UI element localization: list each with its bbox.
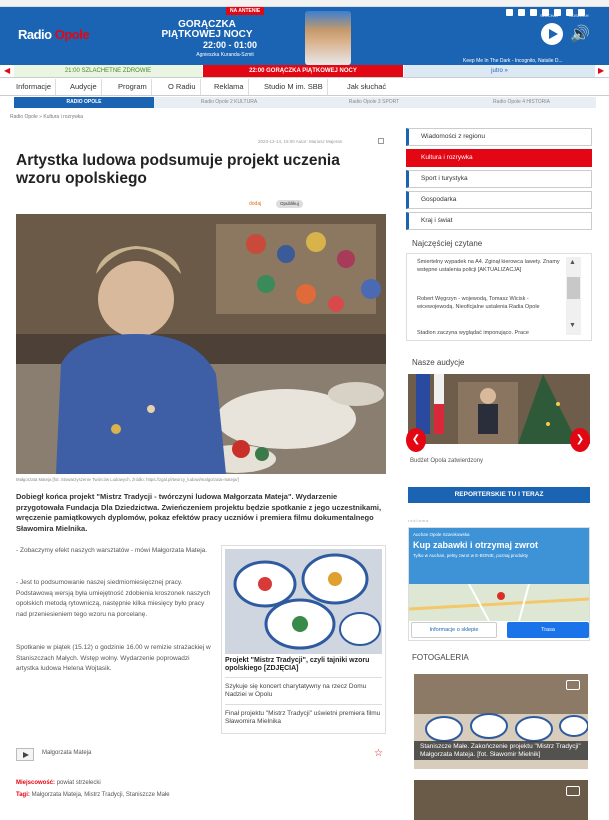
ad-buttons [411,622,589,639]
nav-item-o-radiu[interactable]: O Radiu [164,79,201,95]
related-articles-box [221,545,386,734]
popular-item[interactable]: Śmiertelny wypadek na A4. Zginął kierowca lawety. Znamy wstępne ustalenia policji [AKTUALIZACJA] [417,259,560,273]
top-utility-strip [0,0,609,7]
ad-headline: Kup zabawki i otrzymaj zwrot [413,540,539,550]
current-show-host: Agnieszka Kuranda-Szmit [196,52,254,58]
article-paragraph: - Zobaczymy efekt naszych warsztatów - mówi Małgorzata Mateja. [16,547,208,554]
now-playing: Keep Me In The Dark - Incognito, Natalie D... [463,58,563,64]
station-tab-radio-opole[interactable]: RADIO OPOLE [14,97,154,108]
audio-play-button[interactable] [16,748,34,761]
station-tab-historia[interactable]: Radio Opole 4 HISTORIA [493,99,550,105]
sidebar-category-kraj[interactable]: Kraj i świat [406,212,592,230]
audio-player [16,748,386,762]
sidebar-category-kultura[interactable]: Kultura i rozrywka [406,149,592,167]
camera-icon [566,786,580,796]
audycje-heading: Nasze audycje [412,358,465,367]
audio-title: Małgorzata Mateja [42,750,92,756]
listen-label: SŁUCHAJ [540,13,559,18]
schedule-prev-arrow-icon[interactable]: ◀ [4,66,11,75]
audycje-caption[interactable]: Budżet Opola zatwierdzony [410,458,484,464]
ad-label: reklama [408,518,430,523]
station-tabs [14,97,596,108]
on-air-badge: NA ANTENIE [226,7,264,15]
scroll-thumb[interactable] [567,277,580,299]
nav-item-reklama[interactable]: Reklama [210,79,249,95]
article-lead: Dobiegł końca projekt "Mistrz Tradycji - twórczyni ludowa Małgorzata Mateja". Wydarzenie przygotowała Fundacja Dla Dziedzictwa. Zwieńczeniem projektu będzie spotkanie z jego uczestnikami, wręczenie pamiątkowych dyplomów, pokaz efektów pracy uczniów i premiera filmu dokumentalnego Sławomira Mielnika. [16,492,382,533]
article-main-photo[interactable] [16,214,386,474]
facebook-icon[interactable] [506,9,513,16]
nav-item-studio-m[interactable]: Studio M im. SBB [260,79,328,95]
sidebar-category-gospodarka[interactable]: Gospodarka [406,191,592,209]
social-share-button[interactable]: Opublikuj [276,200,303,208]
site-header [0,7,609,65]
main-nav [0,79,609,96]
photo-caption: Małgorzata Mateja [fot. Stowarzyszenie Twórców Ludowych, źródło: https://zgal.pl/tworcy_ludowi/malgorzata-mateja/] [16,477,239,482]
gallery-heading: FOTOGALERIA [412,653,469,662]
ad-subtext: Tylko w Auchan, pełny zwrot w E-BONIE, poznaj produkty [413,553,529,558]
article-tags: Tagi: Małgorzata Mateja, Mistrz Tradycji, Staniszcze Małe [16,792,170,798]
store-info-button[interactable]: Informacje o sklepie [411,622,497,638]
ad-banner[interactable] [409,528,589,584]
article-location: Miejscowość: powiat strzelecki [16,780,101,786]
nav-item-audycje[interactable]: Audycje [66,79,102,95]
host-photo [305,11,351,65]
audycje-illustration [408,374,590,444]
related-article-link[interactable]: Finał projektu "Mistrz Tradycji" uświetni premiera filmu Sławomira Mielnika [225,710,381,725]
favorite-star-icon[interactable]: ☆ [374,748,383,759]
camera-icon [566,680,580,690]
related-article-image[interactable] [225,549,382,654]
volume-icon[interactable]: 🔊 [570,26,590,43]
schedule-current-show[interactable]: 22:00 GORĄCZKA PIĄTKOWEJ NOCY [203,65,403,77]
scroll-down-icon[interactable]: ▼ [569,322,576,329]
carousel-prev-icon[interactable]: ❮ [406,428,426,452]
instagram-icon[interactable] [530,9,537,16]
schedule-bar [0,65,609,78]
twitter-icon[interactable] [518,9,525,16]
gallery-caption[interactable]: Staniszcze Małe. Zakończenie projektu "Mistrz Tradycji" Małgorzata Mateja. [fot. Sławomir Mielnik] [414,741,588,760]
current-show-time: 22:00 - 01:00 [202,40,258,50]
ad-map[interactable] [409,584,589,621]
ad-map-illustration [409,584,589,621]
advertisement[interactable] [408,527,590,641]
nav-item-program[interactable]: Program [114,79,152,95]
popular-heading: Najczęściej czytane [412,239,483,248]
play-icon[interactable] [541,23,563,45]
popular-list [406,253,592,341]
related-article-link[interactable]: Szykuje się koncert charytatywny na rzecz Domu Nadziei w Opolu [225,678,382,705]
related-article-main-link[interactable]: Projekt "Mistrz Tradycji", czyli tajniki wzoru opolskiego [ZDJĘCIA] [225,654,382,678]
sidebar-category-wiadomosci[interactable]: Wiadomości z regionu [406,128,592,146]
sidebar-categories [406,128,592,233]
gallery-image[interactable] [414,780,588,820]
article-meta: 2023-12-14, 15:00 Autor: Mariusz Majeran [258,139,343,144]
scroll-up-icon[interactable]: ▲ [569,259,576,266]
carousel-next-icon[interactable]: ❯ [570,428,590,452]
tags-links[interactable]: Małgorzata Mateja, Mistrz Tradycji, Staniszcze Małe [31,792,170,798]
popular-item[interactable]: Robert Węgrzyn - wojewodą, Tomasz Wicisk - wicewojewodą. Nieoficjalne ustalenia Radia Opole [417,296,540,310]
station-tab-kultura[interactable]: Radio Opole 2 KULTURA [200,99,258,105]
site-logo[interactable]: Radio Opole [18,27,90,42]
listen2-label: ODSŁUCH [569,13,589,18]
audycje-image[interactable] [408,374,590,444]
nav-item-jak-sluchac[interactable]: Jak słuchać [347,82,387,91]
share-button[interactable]: dodaj [249,201,262,207]
article-paragraph: - Jest to podsumowanie naszej siedmiomiesięcznej pracy. Podstawową wersją była umiejętność zdobienia kroszonek naszych opolskich metodą rytowniczą, następnie kilka miesięcy było pracy nad przeniesieniem tego wzoru na porcelanę. [16,579,211,618]
popular-scrollbar[interactable] [566,257,581,335]
schedule-next-arrow-icon[interactable]: ▶ [598,66,605,75]
station-tab-sport[interactable]: Radio Opole 3 SPORT [348,99,400,105]
print-icon[interactable] [378,138,384,144]
nav-item-informacje[interactable]: Informacje [12,79,56,95]
sidebar-category-sport[interactable]: Sport i turystyka [406,170,592,188]
reporterskie-button[interactable]: REPORTERSKIE TU I TERAZ [408,487,590,503]
popular-item[interactable]: Stadion zaczyna wyglądać imponująco. Prace [417,330,529,336]
schedule-prev-show[interactable]: 21:00 SZLACHETNE ZDROWIE [14,65,202,77]
article-title: Artystka ludowa podsumuje projekt uczenia wzoru opolskiego [16,152,340,187]
main-photo-illustration [16,214,386,474]
current-show-title[interactable]: GORĄCZKA PIĄTKOWEJ NOCY [161,19,253,40]
ad-store-name: Auchan Opole Szarokowska [413,532,470,537]
article-paragraph: Spotkanie w piątek (15.12) o godzinie 16.00 w remizie strażackiej w Staniszczach Małych. Wstęp wolny. Wydarzenie poprowadzi artystka ludowa Helena Wojtasik. [16,644,211,672]
related-image-illustration [225,549,382,654]
schedule-next[interactable]: jutro » [404,65,595,77]
route-button[interactable]: Trasa [507,622,589,638]
breadcrumb[interactable]: Radio Opole » Kultura i rozrywka [10,114,84,120]
